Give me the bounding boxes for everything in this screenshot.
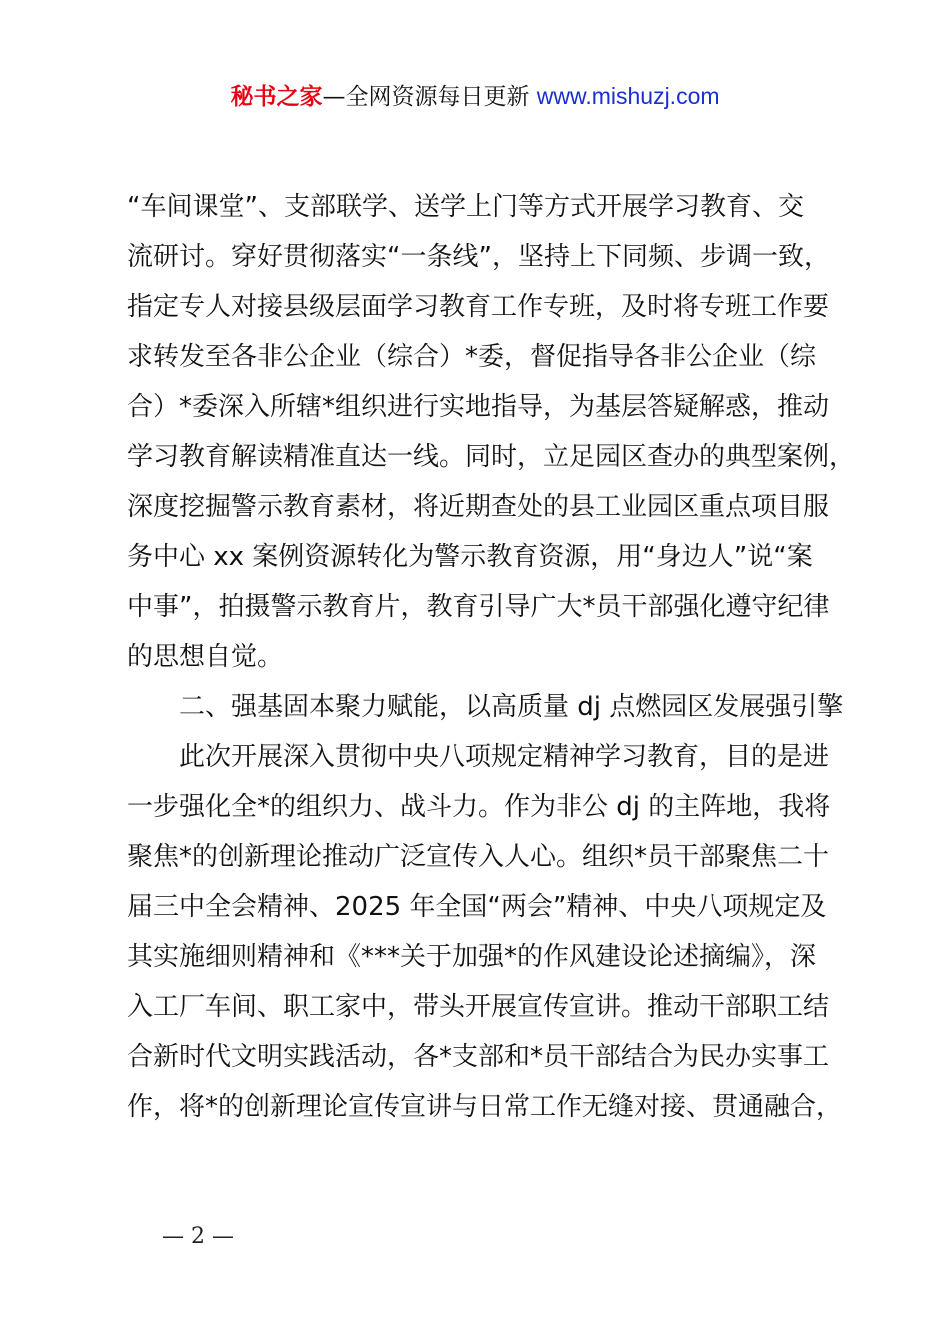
body-line: 合）*委深入所辖*组织进行实地指导，为基层答疑解惑，推动 (127, 392, 830, 422)
body-line: 学习教育解读精准直达一线。同时，立足园区查办的典型案例， (127, 442, 856, 472)
body-line: 求转发至各非公企业（综合）*委，督促指导各非公企业（综 (127, 342, 817, 372)
body-line: 作，将*的创新理论宣传宣讲与日常工作无缝对接、贯通融合， (127, 1092, 843, 1122)
body-line: 聚焦*的创新理论推动广泛宣传入人心。组织*员干部聚焦二十 (127, 842, 830, 872)
site-banner (0, 80, 950, 113)
body-line: 入工厂车间、职工家中，带头开展宣传宣讲。推动干部职工结 (127, 992, 830, 1022)
body-line: 届三中全会精神、2025 年全国“两会”精神、中央八项规定及 (127, 892, 827, 922)
site-url-link[interactable]: www.mishuzj.com (536, 83, 720, 109)
body-line: 务中心 xx 案例资源转化为警示教育资源，用“身边人”说“案 (127, 542, 813, 572)
body-line: 一步强化全*的组织力、战斗力。作为非公 dj 的主阵地，我将 (127, 792, 831, 822)
page-number: — 2 — (162, 1224, 234, 1249)
brand-name: 秘书之家 (230, 84, 323, 110)
banner-slogan: —全网资源每日更新 (322, 84, 530, 110)
body-line: 的思想自觉。 (127, 642, 284, 672)
document-body (127, 182, 856, 1132)
paragraph-first-line: 此次开展深入贯彻中央八项规定精神学习教育，目的是进 (179, 742, 830, 772)
body-line: 深度挖掘警示教育素材，将近期查处的县工业园区重点项目服 (127, 492, 830, 522)
body-line: 中事”，拍摄警示教育片，教育引导广大*员干部强化遵守纪律 (127, 592, 830, 622)
body-line: 合新时代文明实践活动，各*支部和*员干部结合为民办实事工 (127, 1042, 830, 1072)
section-heading: 二、强基固本聚力赋能，以高质量 dj 点燃园区发展强引擎 (179, 692, 844, 722)
body-line: 指定专人对接县级层面学习教育工作专班，及时将专班工作要 (127, 292, 830, 322)
body-line: 流研讨。穿好贯彻落实“一条线”，坚持上下同频、步调一致， (127, 242, 830, 272)
body-line: “车间课堂”、支部联学、送学上门等方式开展学习教育、交 (127, 192, 804, 222)
body-line: 其实施细则精神和《***关于加强*的作风建设论述摘编》，深 (127, 942, 817, 972)
